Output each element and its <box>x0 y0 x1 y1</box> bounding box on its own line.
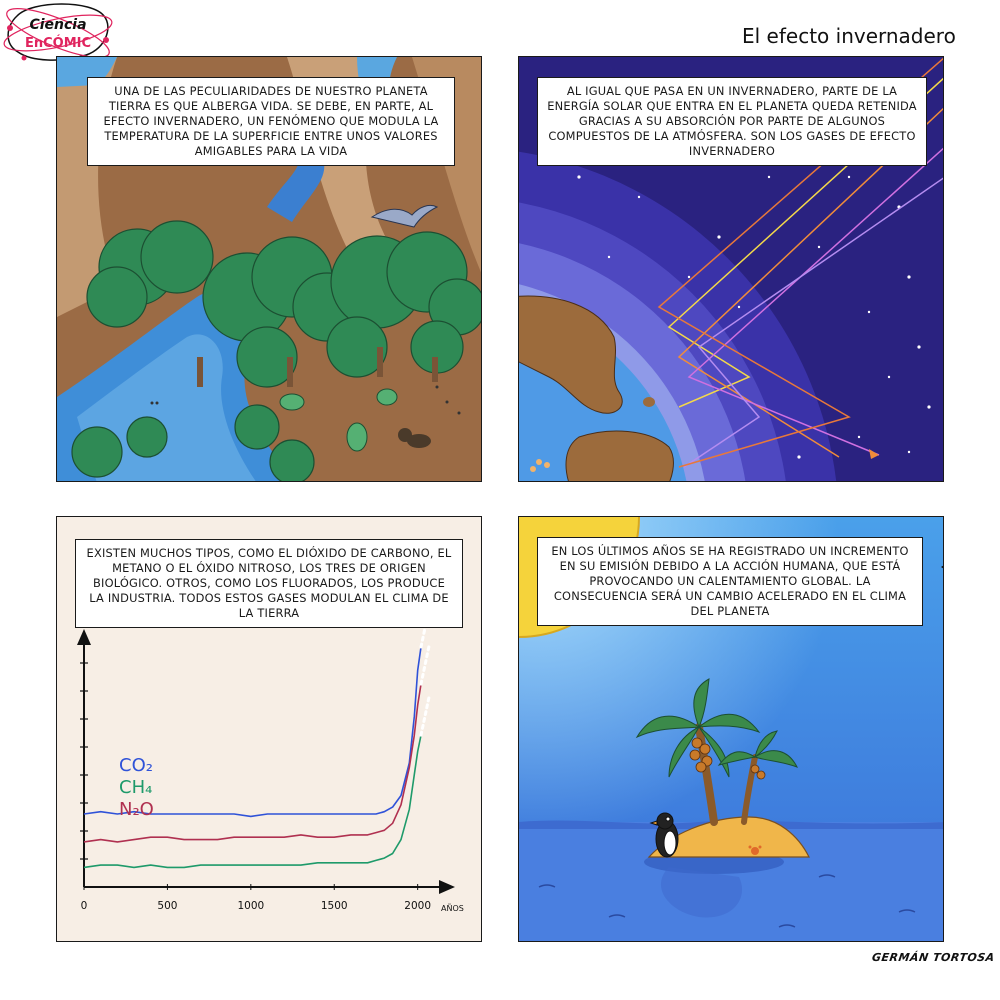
x-tick-label-0: 0 <box>80 900 88 912</box>
chart-legend <box>119 755 154 821</box>
logo-line-2: EnCÓMIC <box>24 36 92 51</box>
legend-n2o: N₂O <box>119 799 154 820</box>
x-tick-label-500: 500 <box>157 900 178 912</box>
y-axis-arrow <box>77 629 91 645</box>
caption-panel-1: UNA DE LAS PECULIARIDADES DE NUESTRO PLANETA TIERRA ES QUE ALBERGA VIDA. SE DEBE, EN PARTE, AL EFECTO INVERNADERO, UN FENÓMENO QUE MODULA LA TEMPERATURA DE LA SUPERFICIE ENTRE UNOS VALORES AMIGABLES PARA LA VIDA <box>87 77 455 166</box>
projection-dash-1 <box>421 697 429 735</box>
caption-panel-2: AL IGUAL QUE PASA EN UN INVERNADERO, PARTE DE LA ENERGÍA SOLAR QUE ENTRA EN EL PLANETA QUEDA RETENIDA GRACIAS A SU ABSORCIÓN POR PARTE DE ALGUNOS COMPUESTOS DE LA ATMÓSFERA. SON LOS GASES DE EFECTO INVERNADERO <box>537 77 927 166</box>
legend-co2: CO₂ <box>119 755 153 776</box>
author-signature: GERMÁN TORTOSA <box>871 951 996 964</box>
caption-panel-3: EXISTEN MUCHOS TIPOS, COMO EL DIÓXIDO DE CARBONO, EL METANO O EL ÓXIDO NITROSO, LOS TRES DE ORIGEN BIOLÓGICO. OTROS, COMO LOS FLUORADOS, LOS PRODUCE LA INDUSTRIA. TODOS ESTOS GASES MODULAN EL CLIMA DE LA TIERRA <box>75 539 463 628</box>
x-tick-label-2000: 2000 <box>404 900 432 912</box>
panel-chart <box>56 516 482 942</box>
panel-landscape <box>56 56 482 482</box>
x-axis-arrow <box>439 880 455 894</box>
x-tick-label-1500: 1500 <box>320 900 348 912</box>
legend-ch4: CH₄ <box>119 777 153 798</box>
projection-dash-2 <box>421 646 429 684</box>
x-axis-label: AÑOS <box>441 904 464 913</box>
panel-island <box>518 516 944 942</box>
panel-atmosphere <box>518 56 944 482</box>
x-tick-label-1000: 1000 <box>237 900 265 912</box>
ciencia-encomic-logo <box>2 2 114 64</box>
page-title: El efecto invernadero <box>742 24 956 48</box>
logo-line-1: Ciencia <box>29 17 87 33</box>
caption-panel-4: EN LOS ÚLTIMOS AÑOS SE HA REGISTRADO UN INCREMENTO EN SU EMISIÓN DEBIDO A LA ACCIÓN HUMANA, QUE ESTÁ PROVOCANDO UN CALENTAMIENTO GLOBAL. LA CONSECUENCIA SERÁ UN CAMBIO ACELERADO EN EL CLIMA DEL PLANETA <box>537 537 923 626</box>
